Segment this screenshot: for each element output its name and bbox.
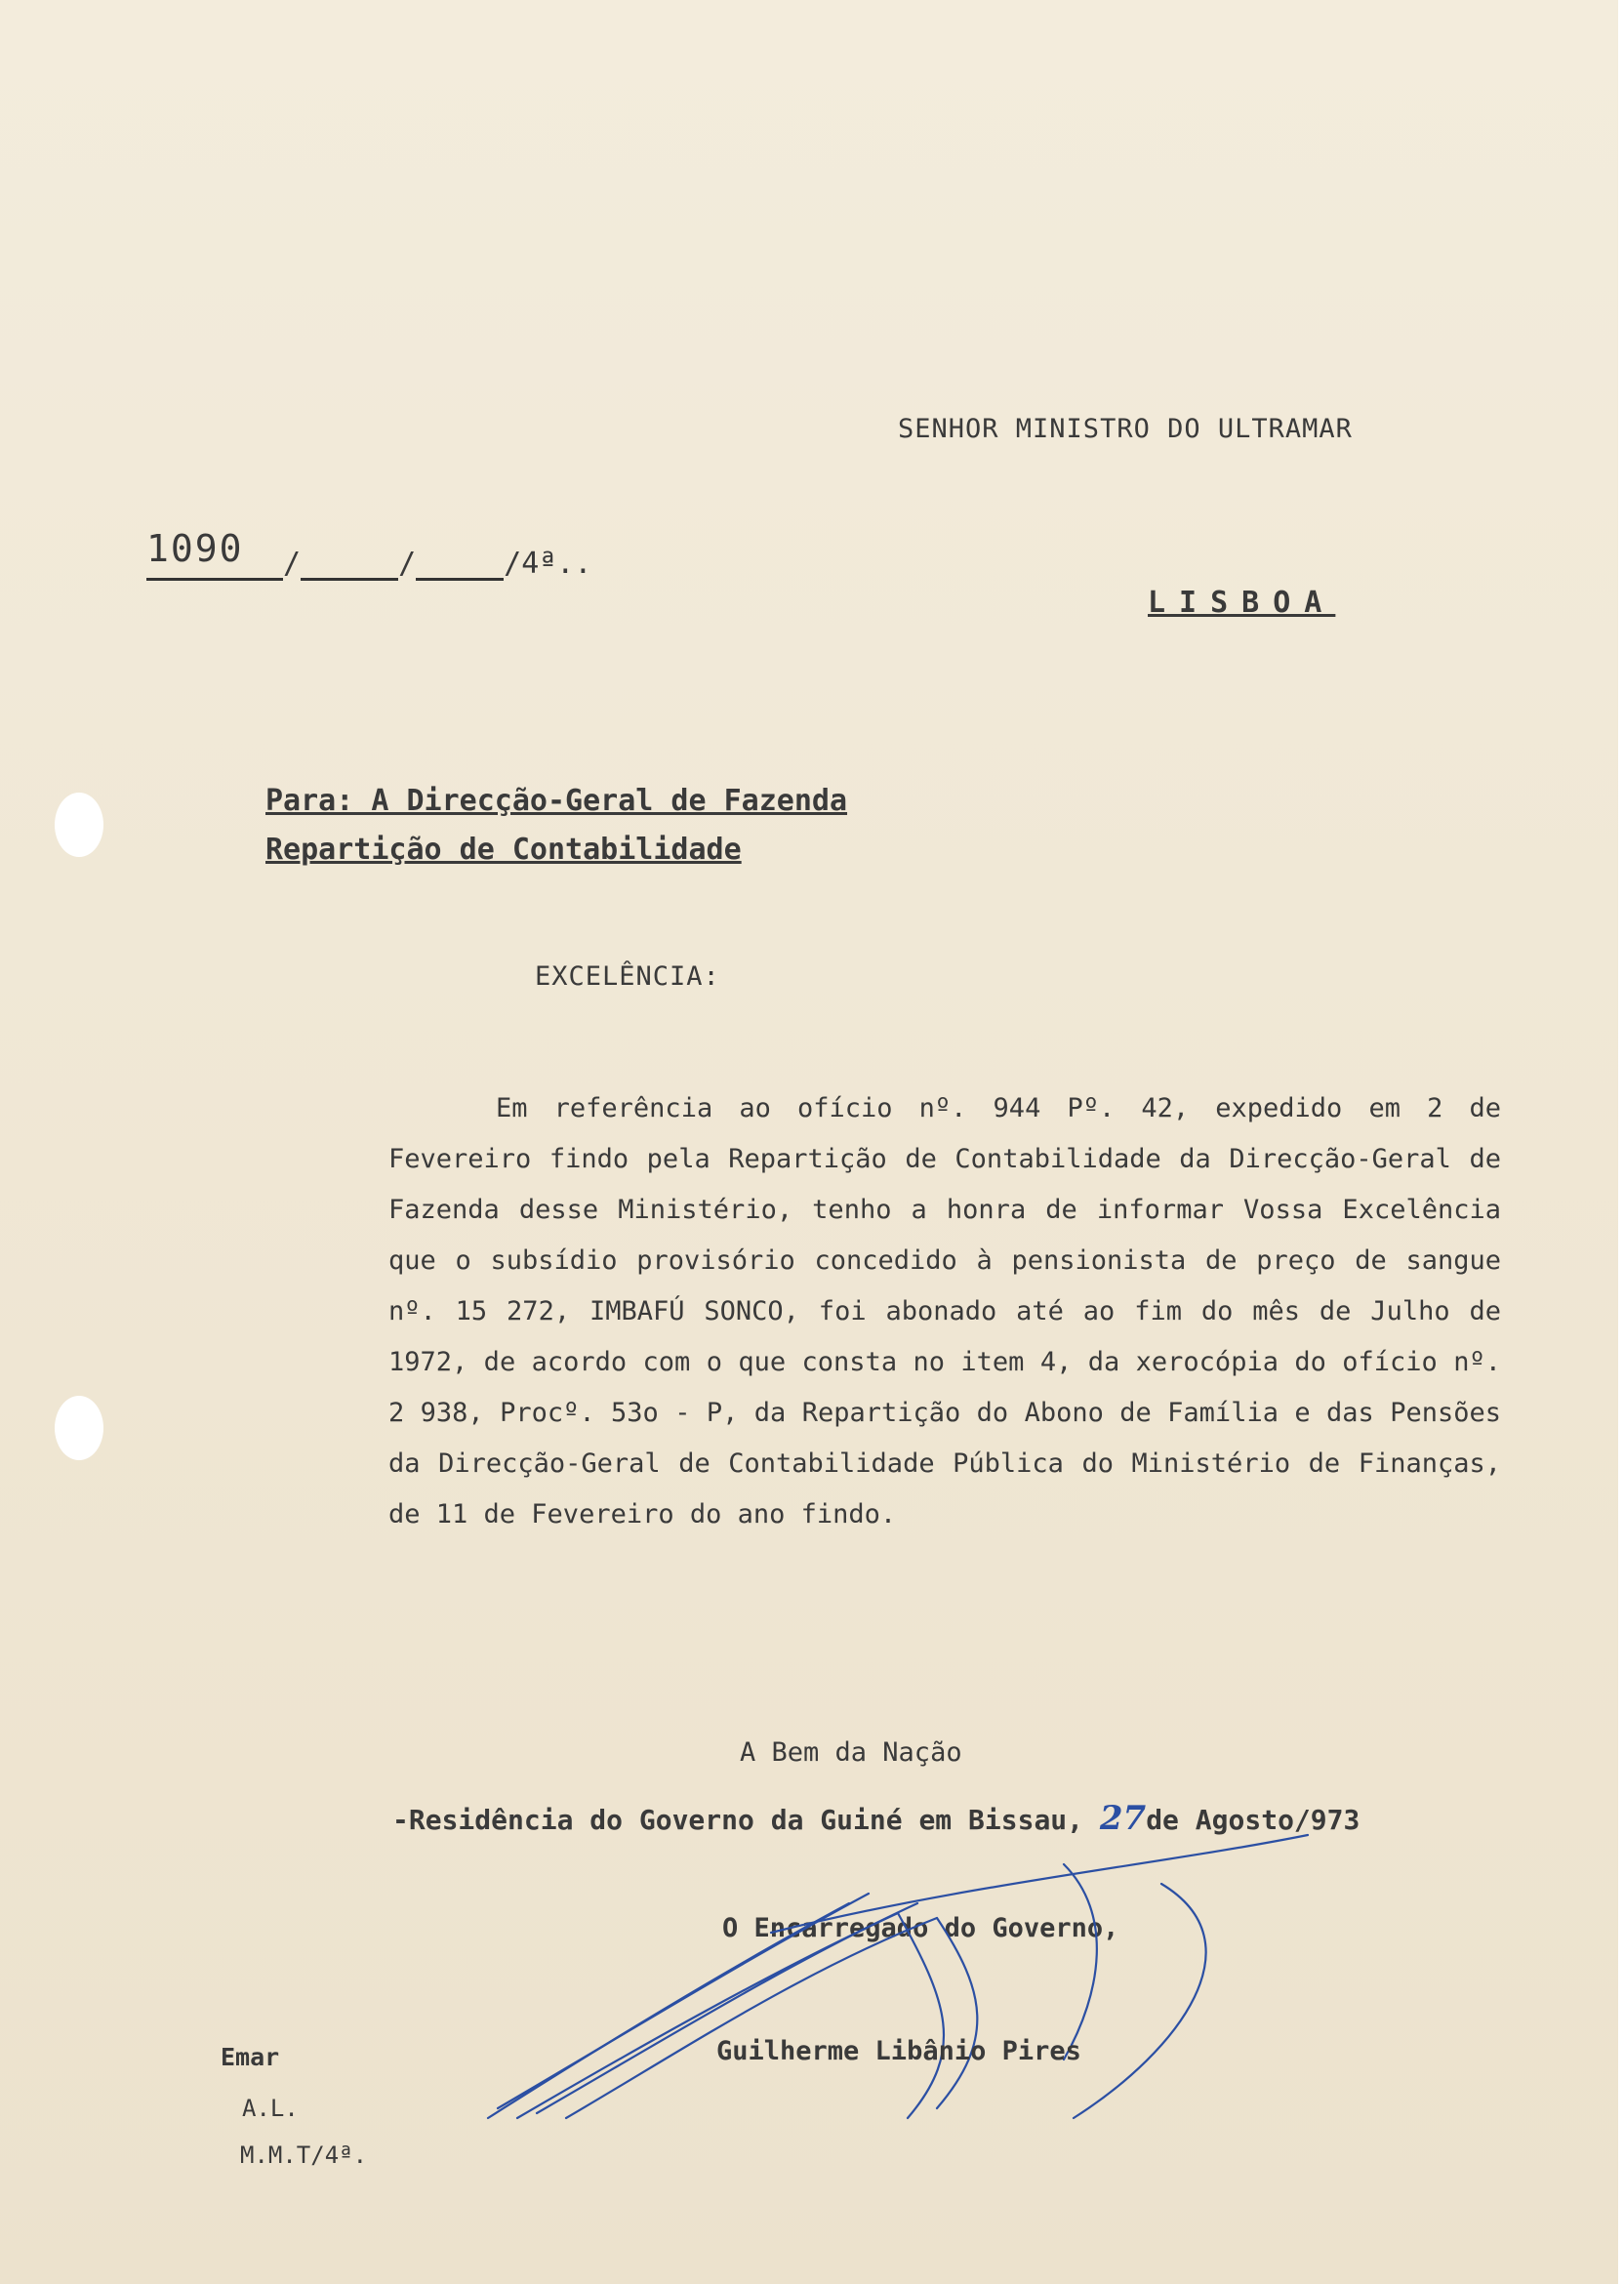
salutation: EXCELÊNCIA: bbox=[535, 961, 720, 992]
initials-line-1: Emar bbox=[221, 2043, 280, 2071]
place-text: -Residência do Governo da Guiné em Bissau, bbox=[392, 1804, 1100, 1836]
closing-phrase: A Bem da Nação bbox=[740, 1737, 962, 1768]
recipient-line-2: Repartição de Contabilidade bbox=[265, 833, 742, 867]
punch-hole-top bbox=[55, 793, 103, 857]
letter-body bbox=[388, 1083, 1501, 1540]
recipient-line-1: Para: A Direcção-Geral de Fazenda bbox=[265, 784, 848, 818]
reference-number: 1090 bbox=[146, 527, 244, 570]
body-paragraph: Em referência ao ofício nº. 944 Pº. 42, expedido em 2 de Fevereiro findo pela Repartição de Contabilidade da Direcção-Geral de Fazenda desse Ministério, tenho a honra de informar Vossa Excelência que o subsídio provisório concedido à pensionista de preço de sangue nº. 15 272, IMBAFÚ SONCO, foi abonado até ao fim do mês de Julho de 1972, de acordo com o que consta no item 4, da xerocópia do ofício nº. 2 938, Procº. 53o - P, da Repartição do Abono de Família e das Pensões da Direcção-Geral de Contabilidade Pública do Ministério de Finanças, de 11 de Fevereiro do ano findo. bbox=[388, 1093, 1501, 1529]
signatory-title: O Encarregado do Governo, bbox=[722, 1913, 1119, 1943]
destination-city: LISBOA bbox=[1148, 586, 1336, 620]
reference-suffix: 4ª.. bbox=[521, 547, 592, 581]
recipient-block bbox=[265, 777, 847, 875]
date-text: de Agosto/973 bbox=[1146, 1804, 1360, 1836]
page-edge bbox=[1618, 0, 1624, 2284]
handwritten-day: 27 bbox=[1099, 1799, 1147, 1838]
initials-line-2: A.L. bbox=[242, 2095, 299, 2122]
reference-field: / / /4ª.. bbox=[146, 547, 591, 581]
initials-line-3: M.M.T/4ª. bbox=[240, 2141, 368, 2169]
punch-hole-bottom bbox=[55, 1396, 103, 1460]
signatory-name: Guilherme Libânio Pires bbox=[716, 2036, 1081, 2066]
addressee-line: SENHOR MINISTRO DO ULTRAMAR bbox=[898, 414, 1353, 444]
handwritten-signature bbox=[478, 1825, 1318, 2147]
